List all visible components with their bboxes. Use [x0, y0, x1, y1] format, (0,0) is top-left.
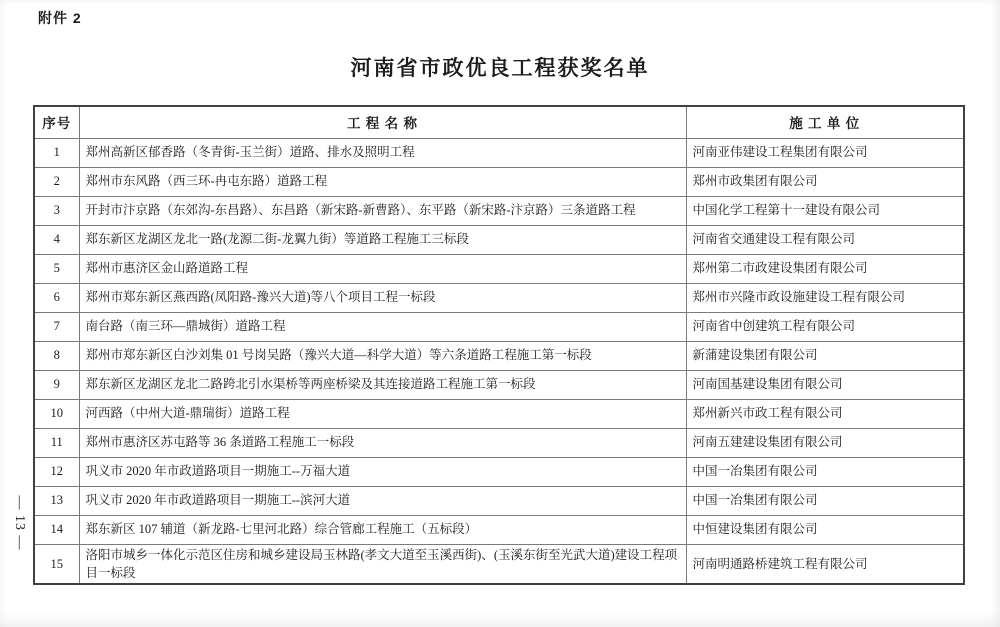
company-cell: 郑州新兴市政工程有限公司 — [686, 399, 964, 428]
row-number-cell: 2 — [34, 167, 79, 196]
header-construction-unit: 施 工 单 位 — [686, 106, 964, 138]
row-number-cell: 7 — [34, 312, 79, 341]
row-number-cell: 1 — [34, 138, 79, 167]
header-project-name: 工 程 名 称 — [79, 106, 686, 138]
row-number-cell: 13 — [34, 486, 79, 515]
project-name-cell: 郑州市惠济区苏屯路等 36 条道路工程施工一标段 — [79, 428, 686, 457]
company-cell: 河南五建建设集团有限公司 — [686, 428, 964, 457]
table-row — [34, 254, 964, 283]
table-row — [34, 457, 964, 486]
table-row — [34, 370, 964, 399]
page-number: — 13 — — [12, 495, 27, 551]
page-title: 河南省市政优良工程获奖名单 — [350, 57, 650, 80]
row-number-cell: 12 — [34, 457, 79, 486]
project-name-cell: 郑东新区龙湖区龙北一路(龙源二街-龙翼九街）等道路工程施工三标段 — [79, 225, 686, 254]
row-number-cell: 8 — [34, 341, 79, 370]
project-name-cell: 郑州高新区郁香路（冬青街-玉兰街）道路、排水及照明工程 — [79, 138, 686, 167]
row-number-cell: 6 — [34, 283, 79, 312]
company-cell: 河南省交通建设工程有限公司 — [686, 225, 964, 254]
company-cell: 郑州第二市政建设集团有限公司 — [686, 254, 964, 283]
company-cell: 郑州市政集团有限公司 — [686, 167, 964, 196]
company-cell: 河南国基建设集团有限公司 — [686, 370, 964, 399]
row-number-cell: 9 — [34, 370, 79, 399]
table-row — [34, 399, 964, 428]
row-number-cell: 3 — [34, 196, 79, 225]
project-name-cell: 郑州市郑东新区白沙刘集 01 号岗吴路（豫兴大道—科学大道）等六条道路工程施工第一标段 — [79, 341, 686, 370]
table-row — [34, 544, 964, 584]
project-name-cell: 洛阳市城乡一体化示范区住房和城乡建设局玉林路(孝文大道至玉溪西街)、(玉溪东街至光武大道)建设工程项目一标段 — [79, 544, 686, 584]
row-number-cell: 14 — [34, 515, 79, 544]
header-serial-number: 序号 — [34, 106, 79, 138]
table-row — [34, 515, 964, 544]
table-row — [34, 428, 964, 457]
row-number-cell: 5 — [34, 254, 79, 283]
row-number-cell: 11 — [34, 428, 79, 457]
row-number-cell: 10 — [34, 399, 79, 428]
table-row — [34, 486, 964, 515]
company-cell: 中国化学工程第十一建设有限公司 — [686, 196, 964, 225]
awards-table — [33, 105, 965, 585]
company-cell: 新蒲建设集团有限公司 — [686, 341, 964, 370]
company-cell: 河南亚伟建设工程集团有限公司 — [686, 138, 964, 167]
company-cell: 河南省中创建筑工程有限公司 — [686, 312, 964, 341]
project-name-cell: 巩义市 2020 年市政道路项目一期施工--万福大道 — [79, 457, 686, 486]
company-cell: 中国一冶集团有限公司 — [686, 486, 964, 515]
table-row — [34, 312, 964, 341]
table-row — [34, 167, 964, 196]
attachment-label: 附件 2 — [38, 10, 82, 26]
table-row — [34, 138, 964, 167]
company-cell: 郑州市兴隆市政设施建设工程有限公司 — [686, 283, 964, 312]
company-cell: 中国一冶集团有限公司 — [686, 457, 964, 486]
table-row — [34, 341, 964, 370]
company-cell: 中恒建设集团有限公司 — [686, 515, 964, 544]
project-name-cell: 郑东新区龙湖区龙北二路跨北引水渠桥等两座桥梁及其连接道路工程施工第一标段 — [79, 370, 686, 399]
project-name-cell: 郑州市郑东新区燕西路(凤阳路-豫兴大道)等八个项目工程一标段 — [79, 283, 686, 312]
table-row — [34, 196, 964, 225]
company-cell: 河南明通路桥建筑工程有限公司 — [686, 544, 964, 584]
table-row — [34, 283, 964, 312]
project-name-cell: 南台路（南三环—鼎城街）道路工程 — [79, 312, 686, 341]
table-header-row — [34, 106, 964, 138]
project-name-cell: 巩义市 2020 年市政道路项目一期施工--滨河大道 — [79, 486, 686, 515]
project-name-cell: 开封市汴京路（东郊沟-东昌路）、东昌路（新宋路-新曹路）、东平路（新宋路-汴京路）三条道路工程 — [79, 196, 686, 225]
project-name-cell: 河西路（中州大道-鼎瑞街）道路工程 — [79, 399, 686, 428]
project-name-cell: 郑州市惠济区金山路道路工程 — [79, 254, 686, 283]
row-number-cell: 15 — [34, 544, 79, 584]
project-name-cell: 郑东新区 107 辅道（新龙路-七里河北路）综合管廊工程施工（五标段） — [79, 515, 686, 544]
row-number-cell: 4 — [34, 225, 79, 254]
project-name-cell: 郑州市东风路（西三环-冉屯东路）道路工程 — [79, 167, 686, 196]
table-row — [34, 225, 964, 254]
